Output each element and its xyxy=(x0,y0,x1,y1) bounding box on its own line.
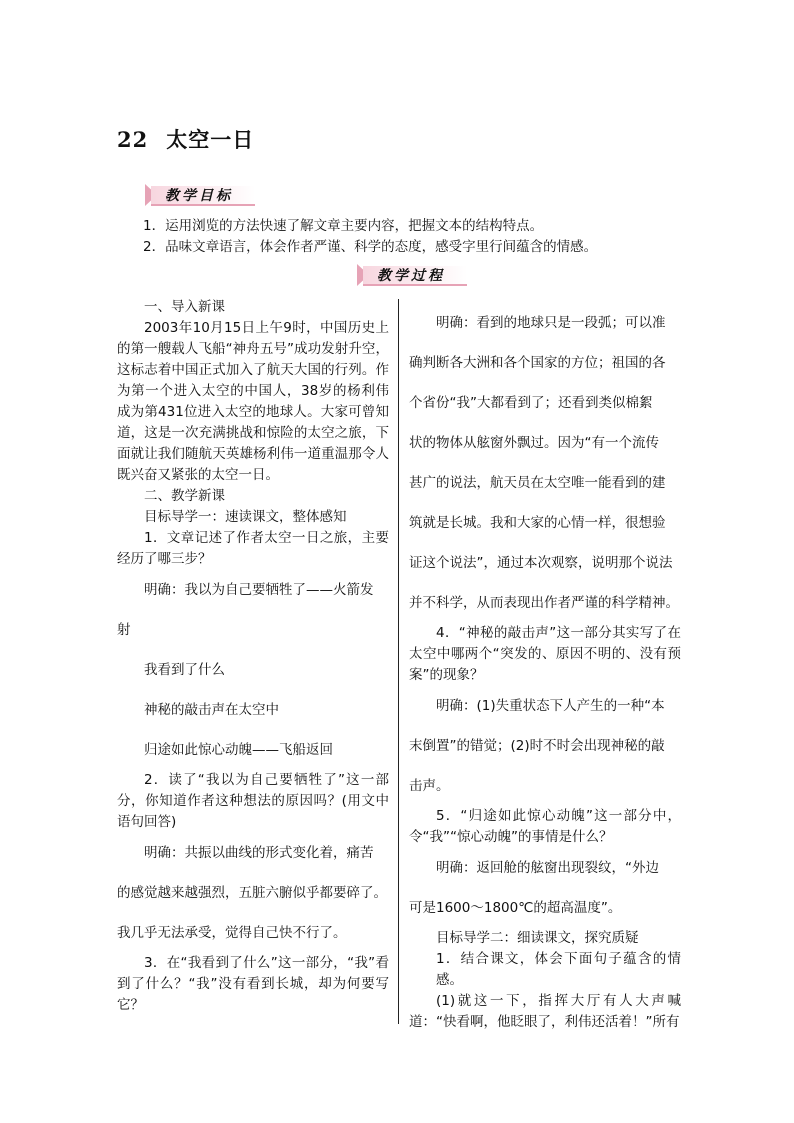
answer-2-line: 明确：共振以曲线的形式变化着，痛苦 xyxy=(144,845,374,861)
answer-1-line: 神秘的敲击声在太空中 xyxy=(144,702,279,718)
answer-1-line: 我看到了什么 xyxy=(144,662,225,678)
answer-4-line: 明确：(1)失重状态下人产生的一种“本 xyxy=(436,698,665,714)
question-3: 3．在“我看到了什么”这一部分，“我”看到了什么？“我”没有看到长城，却为何要写它？ xyxy=(117,955,389,1013)
answer-5-line: 可是1600～1800℃的超高温度”。 xyxy=(409,900,622,916)
lesson-number: 22 xyxy=(117,127,149,152)
answer-2-line: 我几乎无法承受，觉得自己快不行了。 xyxy=(117,925,347,941)
section-tag-process xyxy=(357,264,467,286)
question-6-sentence: (1)就这一下，指挥大厅有人大声喊道：“快看啊，他眨眼了，利伟还活着！”所有 xyxy=(409,993,681,1030)
question-4: 4．“神秘的敲击声”这一部分其实写了在太空中哪两个“突发的、原因不明的、没有预案”的现象？ xyxy=(409,625,681,683)
answer-3-line: 确判断各大洲和各个国家的方位；祖国的各 xyxy=(409,355,666,371)
answer-3-line: 筑就是长城。我和大家的心情一样，很想验 xyxy=(409,515,666,531)
answer-4-line: 击声。 xyxy=(409,778,450,794)
answer-3-line: 明确：看到的地球只是一段弧；可以准 xyxy=(436,315,666,331)
lesson-title: 太空一日 xyxy=(166,127,255,152)
answer-1-line: 归途如此惊心动魄——飞船返回 xyxy=(144,742,333,758)
question-1: 1．文章记述了作者太空一日之旅，主要经历了哪三步？ xyxy=(117,530,389,567)
heading-new: 二、教学新课 xyxy=(144,488,225,504)
answer-4-line: 末倒置”的错觉；(2)时不时会出现神秘的敲 xyxy=(409,738,665,754)
answer-3-line: 证这个说法”，通过本次观察，说明那个说法 xyxy=(409,555,673,571)
intro-paragraph: 2003年10月15日上午9时，中国历史上的第一艘载人飞船“神舟五号”成功发射升空，这标志着中国正式加入了航天大国的行列。作为第一个进入太空的中国人，38岁的杨利伟成为第431位进入太空的地球人。大家可曾知道，这是一次充满挑战和惊险的太空之旅，下面就让我们随航天英雄杨利伟一道重温那令人既兴奋又紧张的太空一日。 xyxy=(117,320,389,483)
answer-1-line: 射 xyxy=(117,622,131,638)
answer-1-line: 明确：我以为自己要牺牲了——火箭发 xyxy=(144,582,374,598)
section-label: 教学目标 xyxy=(165,188,233,204)
objective-2: 2．品味文章语言，体会作者严谨、科学的态度，感受字里行间蕴含的情感。 xyxy=(143,239,598,255)
objective-1: 1．运用浏览的方法快速了解文章主要内容，把握文本的结构特点。 xyxy=(143,218,544,234)
section-tag-objectives xyxy=(145,184,255,206)
answer-3-line: 并不科学，从而表现出作者严谨的科学精神。 xyxy=(409,595,679,611)
question-5: 5．“归途如此惊心动魄”这一部分中，令“我”“惊心动魄”的事情是什么？ xyxy=(409,808,681,845)
question-6: 1．结合课文，体会下面句子蕴含的情感。 xyxy=(436,951,681,988)
page-title xyxy=(117,124,254,154)
heading-intro: 一、导入新课 xyxy=(144,299,225,315)
guide-1: 目标导学一：速读课文，整体感知 xyxy=(144,509,347,525)
right-column xyxy=(409,303,681,1033)
answer-3-line: 状的物体从舷窗外飘过。因为“有一个流传 xyxy=(409,435,659,451)
section-label: 教学过程 xyxy=(377,268,445,284)
guide-2: 目标导学二：细读课文，探究质疑 xyxy=(436,930,639,946)
left-column xyxy=(117,297,389,1016)
answer-3-line: 甚广的说法，航天员在太空唯一能看到的建 xyxy=(409,475,666,491)
answer-5-line: 明确：返回舱的舷窗出现裂纹，“外边 xyxy=(436,860,659,876)
question-2: 2．读了“我以为自己要牺牲了”这一部分，你知道作者这种想法的原因吗？(用文中语句回答) xyxy=(117,772,389,830)
column-divider xyxy=(398,299,399,1024)
answer-3-line: 个省份“我”大都看到了；还看到类似棉絮 xyxy=(409,395,653,411)
answer-2-line: 的感觉越来越强烈，五脏六腑似乎都要碎了。 xyxy=(117,885,387,901)
